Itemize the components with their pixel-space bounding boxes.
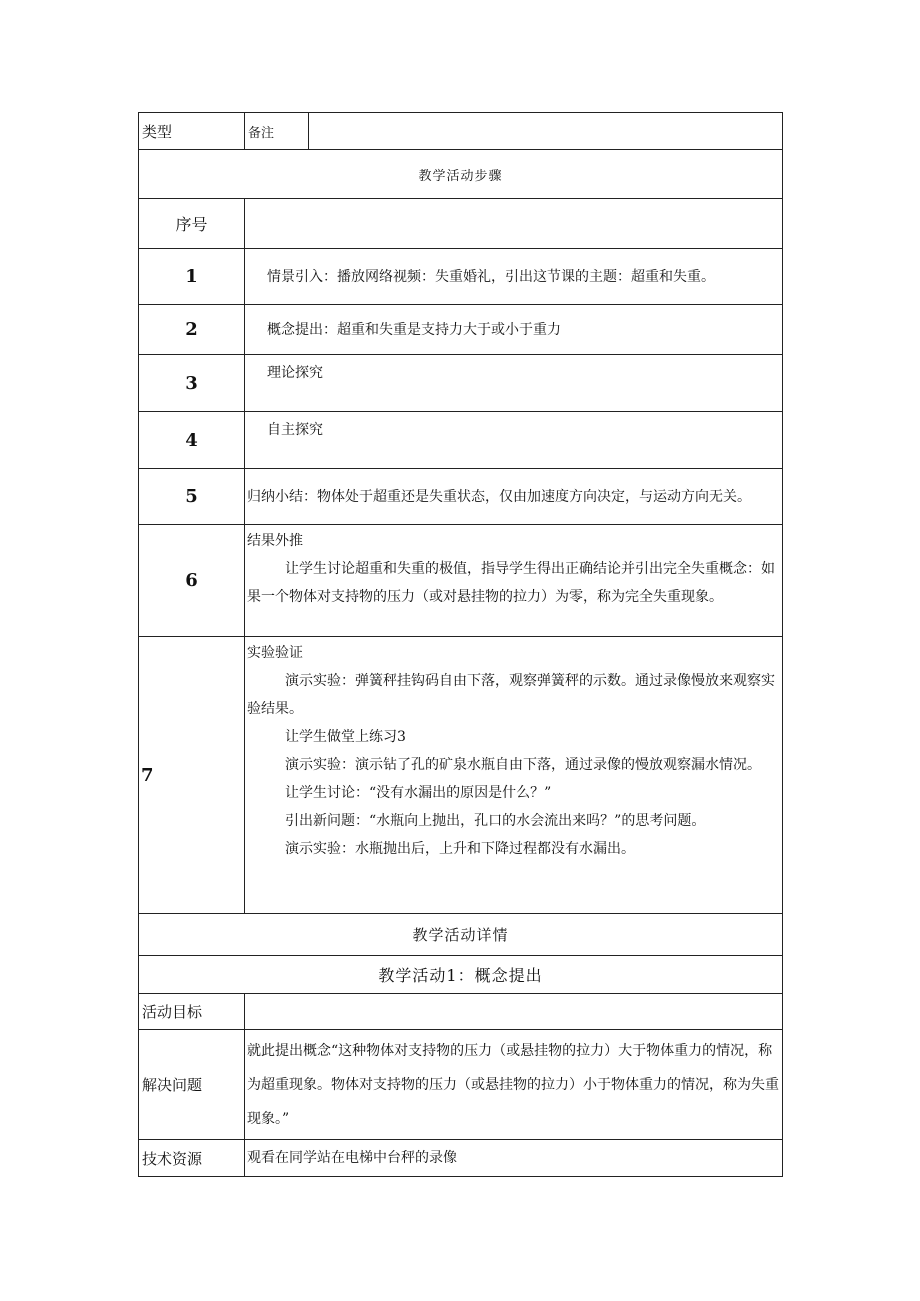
step-number: 6	[139, 525, 245, 637]
step-number: 1	[139, 249, 245, 305]
step-number: 4	[139, 412, 245, 469]
step-text: 归纳小结：物体处于超重还是失重状态，仅由加速度方向决定，与运动方向无关。	[245, 469, 783, 525]
problem-label: 解决问题	[139, 1030, 245, 1140]
step-row	[139, 469, 783, 525]
step-number: 3	[139, 355, 245, 412]
tech-row	[139, 1140, 783, 1177]
steps-title: 教学活动步骤	[139, 150, 783, 199]
step-row	[139, 637, 783, 914]
problem-value: 就此提出概念“这种物体对支持物的压力（或悬挂物的拉力）大于物体重力的情况，称为超重现象。物体对支持物的压力（或悬挂物的拉力）小于物体重力的情况，称为失重现象。”	[245, 1030, 783, 1140]
step-row	[139, 412, 783, 469]
lesson-plan-table	[138, 112, 783, 1177]
step-line: 让学生讨论：“没有水漏出的原因是什么？”	[285, 785, 552, 801]
goal-label: 活动目标	[139, 994, 245, 1030]
step-number: 5	[139, 469, 245, 525]
step-line: 让学生做堂上练习3	[285, 729, 406, 745]
step-text: 理论探究	[245, 355, 783, 412]
step-line: 演示实验：演示钻了孔的矿泉水瓶自由下落，通过录像的慢放观察漏水情况。	[285, 757, 761, 773]
step-text: 情景引入：播放网络视频：失重婚礼，引出这节课的主题：超重和失重。	[245, 249, 783, 305]
step-line: 引出新问题：“水瓶向上抛出，孔口的水会流出来吗？”的思考问题。	[285, 813, 706, 829]
step-row	[139, 355, 783, 412]
steps-title-row	[139, 150, 783, 199]
step-line: 演示实验：水瓶抛出后，上升和下降过程都没有水漏出。	[285, 841, 635, 857]
seq-value	[245, 199, 783, 249]
details-title: 教学活动详情	[139, 914, 783, 956]
activity-title: 教学活动1：概念提出	[139, 956, 783, 994]
type-label: 类型	[139, 113, 245, 150]
goal-value	[245, 994, 783, 1030]
note-label: 备注	[245, 113, 309, 150]
step-row	[139, 249, 783, 305]
goal-row	[139, 994, 783, 1030]
details-title-row	[139, 914, 783, 956]
step-title: 实验验证	[247, 645, 303, 661]
step-title: 结果外推	[247, 533, 303, 549]
tech-label: 技术资源	[139, 1140, 245, 1177]
step-text: 概念提出：超重和失重是支持力大于或小于重力	[245, 305, 783, 355]
lesson-plan-document	[138, 112, 782, 1177]
step-line: 演示实验：弹簧秤挂钩码自由下落，观察弹簧秤的示数。通过录像慢放来观察实验结果。	[247, 673, 775, 717]
activity-title-row	[139, 956, 783, 994]
step-cell	[245, 525, 783, 637]
step-body: 让学生讨论超重和失重的极值，指导学生得出正确结论并引出完全失重概念：如果一个物体对支持物的压力（或对悬挂物的拉力）为零，称为完全失重现象。	[247, 561, 775, 605]
problem-row	[139, 1030, 783, 1140]
step-cell	[245, 637, 783, 914]
tech-value: 观看在同学站在电梯中台秤的录像	[245, 1140, 783, 1177]
seq-label: 序号	[139, 199, 245, 249]
header-row	[139, 113, 783, 150]
seq-row	[139, 199, 783, 249]
step-number: 2	[139, 305, 245, 355]
step-text: 自主探究	[245, 412, 783, 469]
step-row	[139, 305, 783, 355]
step-row	[139, 525, 783, 637]
note-value	[309, 113, 783, 150]
step-number: 7	[139, 637, 245, 914]
